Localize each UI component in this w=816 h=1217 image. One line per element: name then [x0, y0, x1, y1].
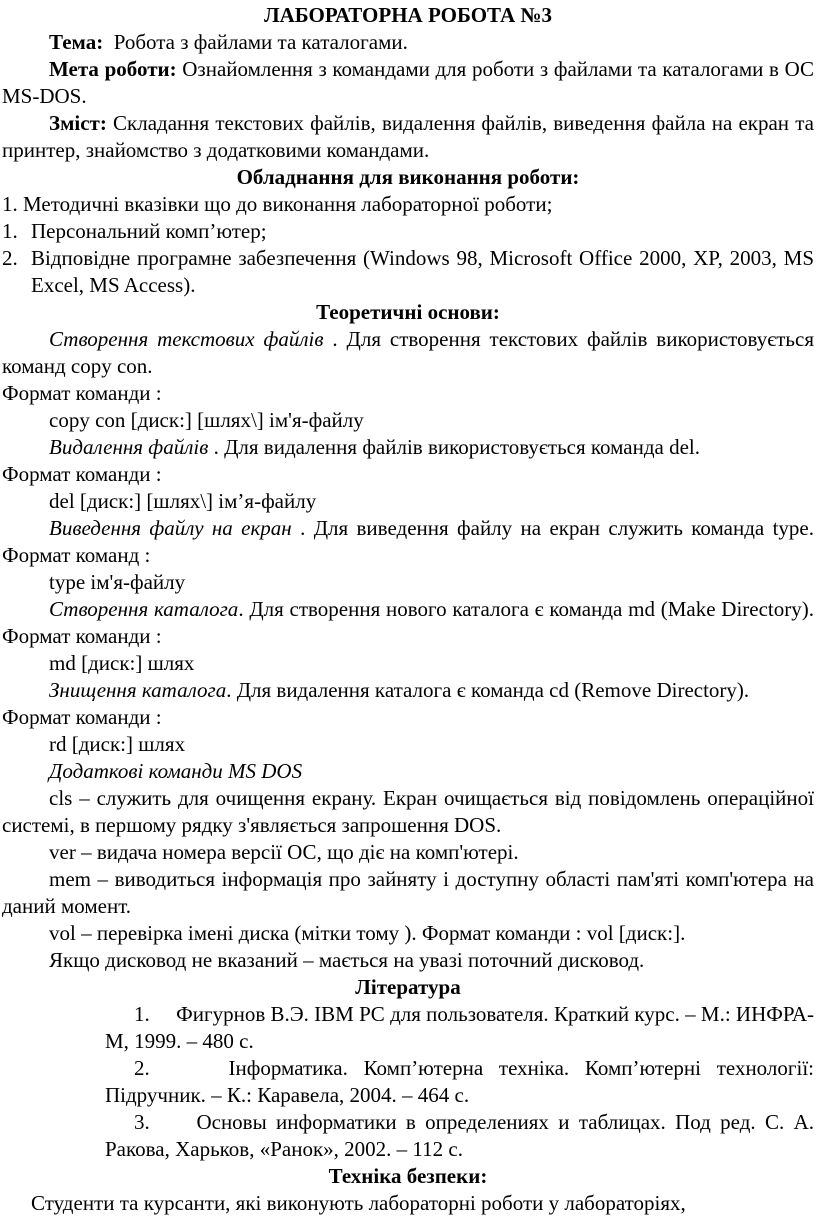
goal-text: Ознайомлення з командами для роботи з файлами та каталогами в ОС MS-DOS.: [2, 57, 814, 108]
section-title: Створення текстових файлів: [49, 327, 324, 351]
command-syntax: type ім'я-файлу: [49, 570, 186, 594]
literature-item-number: 1.: [134, 1002, 150, 1026]
literature-item: [105, 1055, 814, 1109]
section-remove-directory: [2, 677, 814, 704]
literature-item: [105, 1109, 814, 1163]
format-label: Формат команди :: [2, 705, 162, 729]
topic-paragraph: [2, 29, 814, 56]
section-text: . Для видалення каталога є команда cd (Remove Directory).: [226, 678, 750, 702]
format-label: Формат команди :: [2, 462, 162, 486]
drive-note: Якщо дисковод не вказаний – мається на увазі поточний дисковод.: [49, 948, 645, 972]
literature-item-text: Інформатика. Комп’ютерна техніка. Комп’ютерні технології: Підручник. – К.: Каравела, 2004. – 464 с.: [105, 1056, 815, 1107]
equipment-item-text: Персональний комп’ютер;: [31, 219, 267, 243]
equipment-heading: Обладнання для виконання роботи:: [236, 165, 580, 189]
equipment-item: [2, 191, 814, 218]
vol-description: vol – перевірка імені диска (мітки тому ). Формат команди : vol [диск:].: [49, 921, 686, 945]
literature-item: [105, 1001, 814, 1055]
equipment-item-number: 1.: [2, 192, 18, 216]
equipment-item-number: 1.: [2, 219, 18, 243]
goal-paragraph: [2, 56, 814, 110]
equipment-item-text: Відповідне програмне забезпечення (Windows 98, Microsoft Office 2000, XP, 2003, MS Excel, MS Access).: [31, 246, 814, 297]
literature-heading: Література: [355, 975, 461, 999]
command-syntax: del [диск:] [шлях\] ім’я-файлу: [49, 489, 317, 513]
section-text: . Для створення нового каталога є команда md (Make Directory). Формат команди :: [2, 597, 814, 648]
section-text: . Для видалення файлів використовується команда del.: [208, 435, 701, 459]
topic-label: Тема:: [49, 30, 104, 54]
ver-description: ver – видача номера версії ОС, що діє на комп'ютері.: [49, 840, 519, 864]
section-title: Створення каталога: [49, 597, 239, 621]
section-create-files: [2, 326, 814, 380]
format-label: Формат команди :: [2, 381, 162, 405]
section-text: . Для створення текстових файлів використовується команд copy con.: [2, 327, 814, 378]
cls-description: cls – служить для очищення екрану. Екран очищається від повідомлень операційної системі, в першому рядку з'являється запрошення DOS.: [2, 786, 814, 837]
document-page: [2, 2, 814, 1217]
literature-item-number: 2.: [134, 1056, 150, 1080]
section-title: Знищення каталога: [49, 678, 227, 702]
section-type-file: [2, 515, 814, 569]
content-paragraph: [2, 110, 814, 164]
equipment-item: [2, 245, 814, 299]
command-syntax: md [диск:] шлях: [49, 651, 195, 675]
document-title: ЛАБОРАТОРНА РОБОТА №3: [263, 3, 553, 27]
equipment-item: [2, 218, 814, 245]
content-text: Складання текстових файлів, видалення файлів, виведення файла на екран та принтер, знайомство з додатковими командами.: [2, 111, 814, 162]
command-syntax: copy con [диск:] [шлях\] ім'я-файлу: [49, 408, 364, 432]
section-title: Видалення файлів: [49, 435, 209, 459]
literature-item-text: Фигурнов В.Э. IBM PC для пользователя. Краткий курс. – М.: ИНФРА-М, 1999. – 480 с.: [105, 1002, 814, 1053]
mem-description: mem – виводиться інформація про зайняту і доступну області пам'яті комп'ютера на даний момент.: [2, 867, 814, 918]
section-delete-files: [2, 434, 814, 461]
content-label: Зміст:: [49, 111, 107, 135]
goal-label: Мета роботи:: [49, 57, 177, 81]
equipment-item-number: 2.: [2, 246, 18, 270]
theory-heading: Теоретичні основи:: [316, 300, 500, 324]
topic-text: Робота з файлами та каталогами.: [113, 30, 408, 54]
literature-item-text: Основы информатики в определениях и таблицах. Под ред. С. А. Ракова, Харьков, «Ранок», 2002. – 112 с.: [105, 1110, 815, 1161]
section-title: Виведення файлу на екран: [49, 516, 292, 540]
section-additional-commands: Додаткові команди MS DOS: [49, 759, 303, 783]
section-create-directory: [2, 596, 814, 650]
safety-text: Студенти та курсанти, які виконують лабораторні роботи у лабораторіях,: [31, 1191, 686, 1215]
section-text: . Для виведення файлу на екран служить команда type. Формат команд :: [2, 516, 814, 567]
safety-heading: Техніка безпеки:: [328, 1164, 488, 1188]
literature-item-number: 3.: [134, 1110, 150, 1134]
command-syntax: rd [диск:] шлях: [49, 732, 186, 756]
equipment-item-text: Методичні вказівки що до виконання лабораторної роботи;: [23, 192, 553, 216]
